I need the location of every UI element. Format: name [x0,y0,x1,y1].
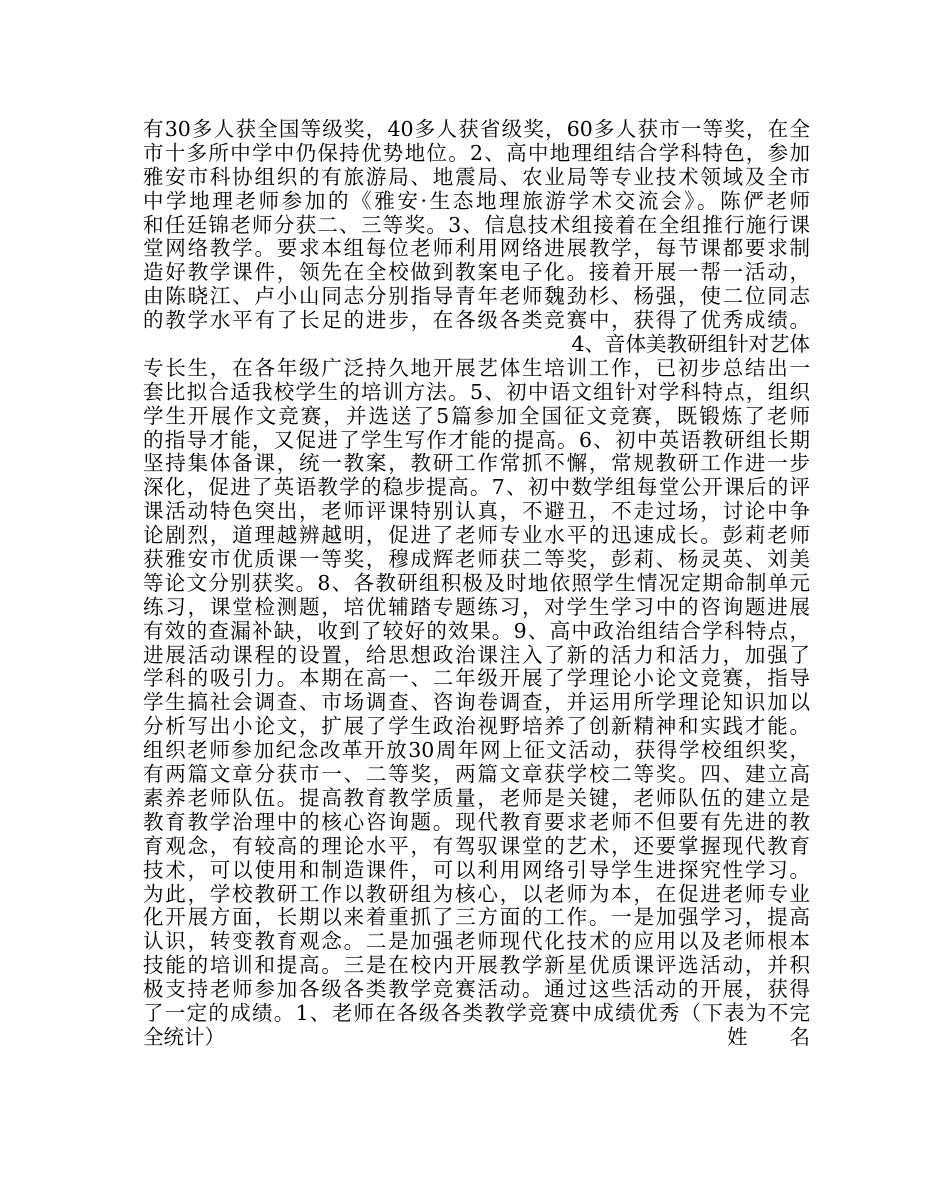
text-line: 极支持老师参加各级各类教学竞赛活动。通过这些活动的开展，获得 [143,977,810,1002]
text-line: 素养老师队伍。提高教育教学质量，老师是关键，老师队伍的建立是 [143,785,810,810]
text-line: 有30多人获全国等级奖，40多人获省级奖，60多人获市一等奖，在全 [143,117,810,141]
text-line: 了一定的成绩。1、老师在各级各类教学竞赛中成绩优秀（下表为不完 [143,1000,810,1025]
text-line: 认识，转变教育观念。二是加强老师现代化技术的应用以及老师根本 [143,929,810,954]
text-line: 练习，课堂检测题，培优辅踏专题练习，对学生学习中的咨询题进展 [143,594,810,619]
text-line: 学科的吸引力。本期在高一、二年级开展了学理论小论文竞赛，指导 [143,666,810,691]
text-line: 专长生，在各年级广泛持久地开展艺体生培训工作，已初步总结出一 [143,355,810,380]
text-line: 学生开展作文竞赛，并选送了5篇参加全国征文竞赛，既锻炼了老师 [143,403,810,428]
text-line: 堂网络教学。要求本组每位老师利用网络进展教学，每节课都要求制 [143,236,810,261]
text-line: 化开展方面，长期以来着重抓了三方面的工作。一是加强学习，提高 [143,905,810,930]
text-line: 中学地理老师参加的《雅安·生态地理旅游学术交流会》。陈俨老师 [143,188,810,213]
text-line: 由陈晓江、卢小山同志分别指导青年老师魏劲杉、杨强，使二位同志 [143,284,810,309]
text-line: 为此，学校教研工作以教研组为核心，以老师为本，在促进老师专业 [143,881,810,906]
table-header-name [727,1026,810,1050]
text-line: 教育教学治理中的核心咨询题。现代教育要求老师不但要有先进的教 [143,809,810,834]
text-line: 学生搞社会调查、市场调查、咨询卷调查，并运用所学理论知识加以 [143,690,810,715]
text-line: 市十多所中学中仍保持优势地位。2、高中地理组结合学科特色，参加 [143,140,810,165]
text-line: 课活动特色突出，老师评课特别认真，不避丑，不走过场，讨论中争 [143,499,810,524]
text-line: 套比拟合适我校学生的培训方法。5、初中语文组针对学科特点，组织 [143,379,810,404]
text-line: 分析写出小论文，扩展了学生政治视野培养了创新精神和实践才能。 [143,714,810,739]
text-line: 论剧烈，道理越辨越明，促进了老师专业水平的迅速成长。彭莉老师 [143,523,810,548]
text-line: 的教学水平有了长足的进步，在各级各类竞赛中，获得了优秀成绩。 [143,308,810,333]
final-text-line [143,1026,810,1050]
table-header-char: 名 [789,1024,810,1049]
text-line: 技术，可以使用和制造课件，可以利用网络引导学生进探究性学习。 [143,857,810,882]
text-line: 获雅安市优质课一等奖，穆成辉老师获二等奖，彭莉、杨灵英、刘美 [143,547,810,572]
text-line: 进展活动课程的设置，给思想政治课注入了新的活力和活力，加强了 [143,642,810,667]
text-line: 育观念，有较高的理论水平，有驾驭课堂的艺术，还要掌握现代教育 [143,833,810,858]
text-line: 雅安市科协组织的有旅游局、地震局、农业局等专业技术领域及全市 [143,164,810,189]
text-line: 坚持集体备课，统一教案，教研工作常抓不懈，常规教研工作进一步 [143,451,810,476]
text-line: 技能的培训和提高。三是在校内开展教学新星优质课评选活动，并积 [143,953,810,978]
table-header-char: 姓 [727,1024,748,1049]
text-line: 的指导才能，又促进了学生写作才能的提高。6、初中英语教研组长期 [143,427,810,452]
text-line: 深化，促进了英语教学的稳步提高。7、初中数学组每堂公开课后的评 [143,475,810,500]
document-body-text [143,118,810,1050]
text-line: 有效的查漏补缺，收到了较好的效果。9、高中政治组结合学科特点， [143,618,810,643]
final-line-text: 全统计） [143,1024,225,1049]
text-line: 等论文分别获奖。8、各教研组积极及时地依照学生情况定期命制单元 [143,570,810,595]
text-line: 有两篇文章分获市一、二等奖，两篇文章获学校二等奖。四、建立高 [143,762,810,787]
text-line: 和任廷锦老师分获二、三等奖。3、信息技术组接着在全组推行施行课 [143,212,810,237]
text-line: 组织老师参加纪念改革开放30周年网上征文活动，获得学校组织奖， [143,738,810,763]
text-line: 造好教学课件，领先在全校做到教案电子化。接着开展一帮一活动， [143,260,810,285]
text-line: 4、音体美教研组针对艺体 [571,332,810,357]
